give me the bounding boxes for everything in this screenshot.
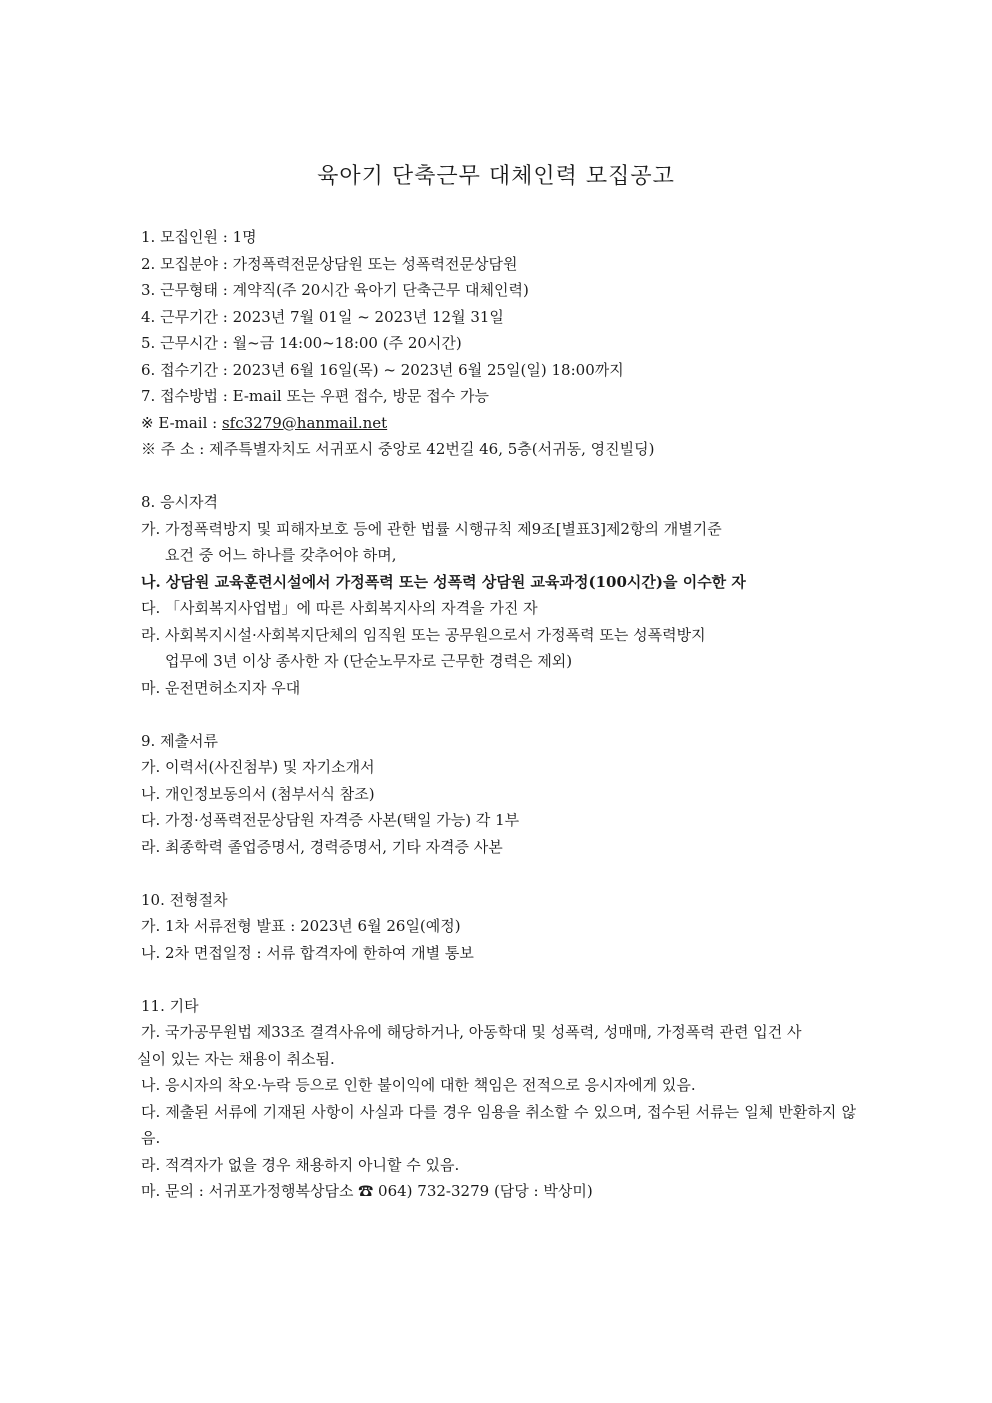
etc-ga-line1: 가. 국가공무원법 제33조 결격사유에 해당하거나, 아동학대 및 성폭력, 성매매, 가정폭력 관련 입건 사 (141, 1023, 802, 1041)
page-title: 육아기 단축근무 대체인력 모집공고 (317, 164, 675, 189)
qualification-da: 다. 「사회복지사업법」에 따른 사회복지사의 자격을 가진 자 (141, 599, 538, 617)
item-work-hours: 5. 근무시간 : 월~금 14:00~18:00 (주 20시간) (141, 334, 462, 352)
section-heading-qualification: 8. 응시자격 (141, 493, 219, 511)
contact-label: 마. 문의 : 서귀포가정행복상담소 (141, 1182, 359, 1200)
spacer (141, 860, 856, 887)
item-email (141, 410, 856, 437)
qualification-ma: 마. 운전면허소지자 우대 (141, 678, 301, 697)
spacer (141, 966, 856, 993)
spacer (141, 701, 856, 728)
procedure-ga: 가. 1차 서류전형 발표 : 2023년 6월 26일(예정) (141, 917, 461, 935)
item-recruit-count: 1. 모집인원 : 1명 (141, 228, 257, 246)
item-employment-type: 3. 근무형태 : 계약직(주 20시간 육아기 단축근무 대체인력) (141, 281, 529, 299)
documents-ga: 가. 이력서(사진첨부) 및 자기소개서 (141, 758, 375, 776)
item-address: ※ 주 소 : 제주특별자치도 서귀포시 중앙로 42번길 46, 5층(서귀동, 영진빌딩) (141, 440, 655, 458)
qualification-ga-line2: 요건 중 어느 하나를 갖추어야 하며, (165, 546, 397, 564)
email-link[interactable]: sfc3279@hanmail.net (221, 413, 388, 432)
etc-ga-line2: 실이 있는 자는 채용이 취소됨. (137, 1049, 335, 1068)
qualification-ra-line1: 라. 사회복지시설·사회복지단체의 임직원 또는 공무원으로서 가정폭력 또는 성폭력방지 (141, 625, 706, 644)
item-application-method: 7. 접수방법 : E-mail 또는 우편 접수, 방문 접수 가능 (141, 387, 489, 405)
etc-ma (141, 1178, 856, 1205)
qualification-ga-line1: 가. 가정폭력방지 및 피해자보호 등에 관한 법률 시행규칙 제9조[별표3]제2항의 개별기준 (141, 519, 722, 538)
contact-number: 064) 732-3279 (담당 : 박상미) (373, 1182, 593, 1200)
section-heading-documents: 9. 제출서류 (141, 731, 219, 750)
section-heading-etc: 11. 기타 (141, 996, 199, 1015)
item-recruit-field: 2. 모집분야 : 가정폭력전문상담원 또는 성폭력전문상담원 (141, 254, 518, 273)
etc-na: 나. 응시자의 착오·누락 등으로 인한 불이익에 대한 책임은 전적으로 응시자에게 있음. (141, 1076, 696, 1094)
spacer (141, 463, 856, 490)
section-heading-procedure: 10. 전형절차 (141, 890, 228, 909)
etc-ra: 라. 적격자가 없을 경우 채용하지 아니할 수 있음. (141, 1155, 460, 1174)
document-body (137, 224, 856, 1205)
documents-na: 나. 개인정보동의서 (첨부서식 참조) (141, 784, 375, 803)
documents-da: 다. 가정·성폭력전문상담원 자격증 사본(택일 가능) 각 1부 (141, 811, 520, 829)
qualification-ra-line2: 업무에 3년 이상 종사한 자 (단순노무자로 근무한 경력은 제외) (165, 652, 573, 670)
item-work-period: 4. 근무기간 : 2023년 7월 01일 ~ 2023년 12월 31일 (141, 307, 504, 326)
documents-ra: 라. 최종학력 졸업증명서, 경력증명서, 기타 자격증 사본 (141, 837, 503, 856)
phone-icon: ☎ (358, 1182, 374, 1200)
qualification-na: 나. 상담원 교육훈련시설에서 가정폭력 또는 성폭력 상담원 교육과정(100시간)을 이수한 자 (141, 572, 746, 591)
email-label: ※ E-mail : (141, 413, 222, 432)
etc-da: 다. 제출된 서류에 기재된 사항이 사실과 다를 경우 임용을 취소할 수 있으며, 접수된 서류는 일체 반환하지 않음. (141, 1102, 856, 1147)
procedure-na: 나. 2차 면접일정 : 서류 합격자에 한하여 개별 통보 (141, 943, 474, 962)
item-application-period: 6. 접수기간 : 2023년 6월 16일(목) ~ 2023년 6월 25일(일) 18:00까지 (141, 360, 624, 379)
